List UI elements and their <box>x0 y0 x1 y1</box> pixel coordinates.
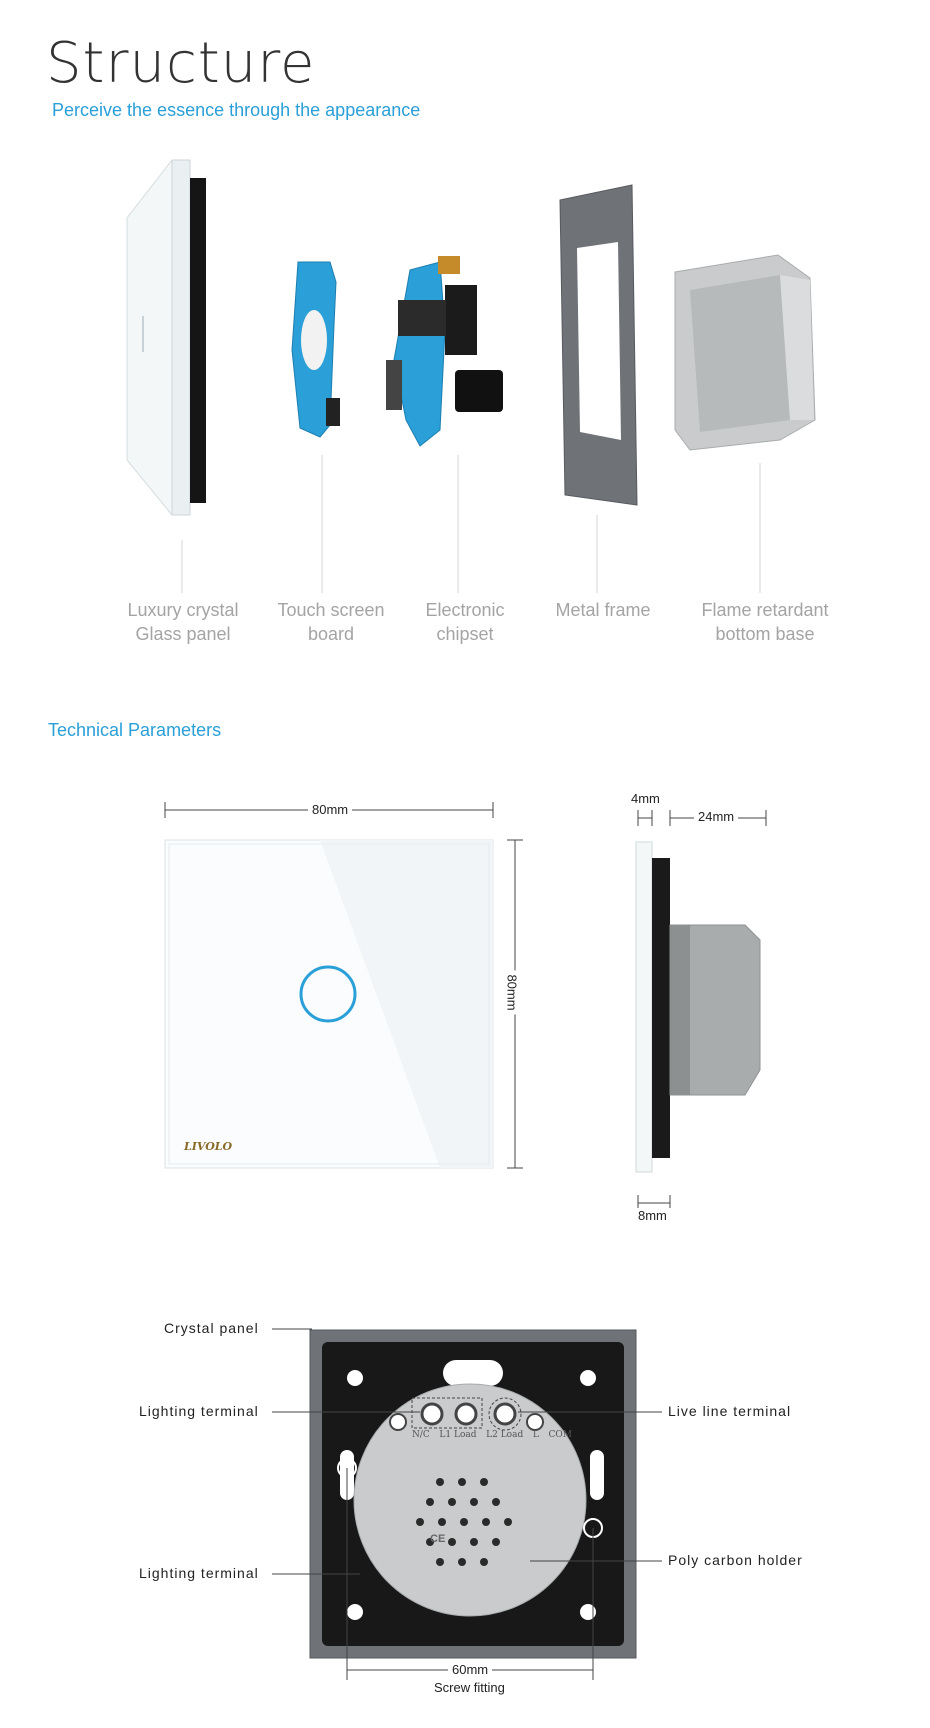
callout-live-line-terminal: Live line terminal <box>668 1403 792 1419</box>
depth-label: 24mm <box>694 809 738 824</box>
part-label-touch-board: Touch screen board <box>277 600 385 644</box>
callout-lighting-terminal-2: Lighting terminal <box>139 1565 259 1581</box>
chipset-illustration <box>386 256 503 446</box>
width-dimension-label: 80mm <box>308 802 352 817</box>
front-depth-label: 8mm <box>634 1208 671 1223</box>
exploded-view-illustration <box>0 0 930 640</box>
metal-frame-illustration <box>560 185 637 505</box>
terminal-labels: N/C L1 Load L2 Load L COM <box>412 1430 572 1440</box>
bottom-base-illustration <box>675 255 815 450</box>
height-dimension-label: 80mm <box>505 970 520 1014</box>
part-label-chipset: Electronic chipset <box>425 600 505 644</box>
brand-logo: LIVOLO <box>184 1140 233 1153</box>
part-label-glass-panel: Luxury crystal Glass panel <box>127 600 239 644</box>
technical-parameters-heading: Technical Parameters <box>48 720 222 740</box>
callout-crystal-panel: Crystal panel <box>164 1320 259 1336</box>
part-label-metal-frame: Metal frame <box>555 600 651 620</box>
glass-thickness-label: 4mm <box>627 791 664 806</box>
side-view-drawing <box>0 780 930 1220</box>
screw-fitting-label: Screw fitting <box>434 1680 505 1695</box>
callout-poly-carbon-holder: Poly carbon holder <box>668 1552 803 1568</box>
callout-lighting-terminal-1: Lighting terminal <box>139 1403 259 1419</box>
back-view-drawing <box>0 1320 930 1700</box>
touch-board-illustration <box>292 262 340 437</box>
page-subtitle: Perceive the essence through the appearance <box>52 100 421 120</box>
screw-distance-label: 60mm <box>448 1662 492 1677</box>
part-label-bottom-base: Flame retardant bottom base <box>701 600 829 644</box>
page-title: Structure <box>46 31 316 96</box>
glass-panel-illustration <box>127 160 206 515</box>
ce-mark: CE <box>430 1533 446 1545</box>
